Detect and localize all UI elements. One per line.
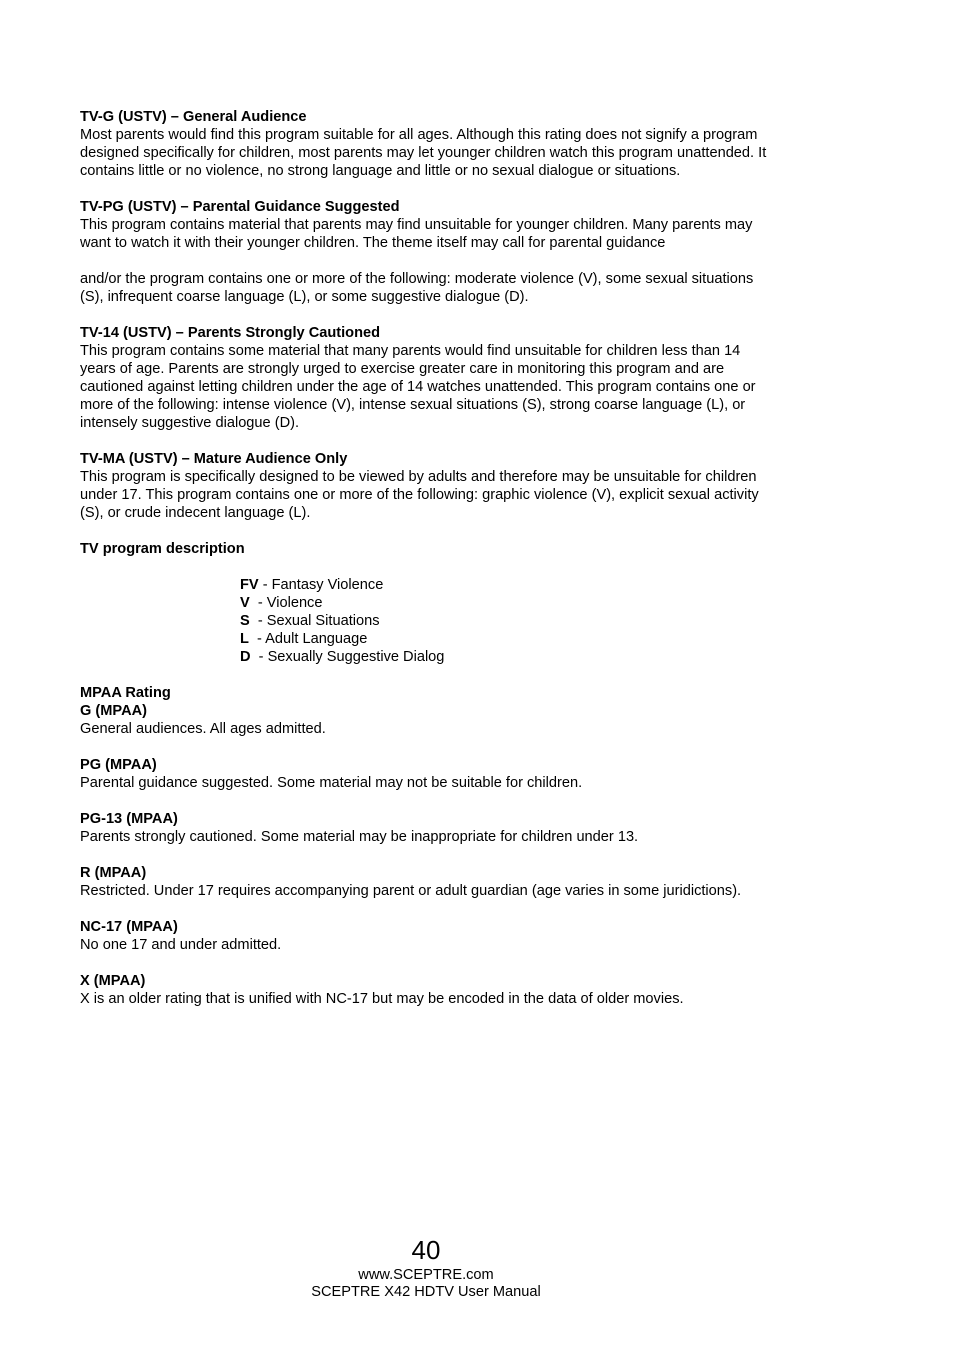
tvma-body: This program is specifically designed to be viewed by adults and therefore may be unsuitable for children under 17. This program contains one or more of the following: graphic violence (V), explicit sexual activity (S), or crude indecent language (L). <box>80 469 759 521</box>
mpaa-pg-heading: PG (MPAA) <box>80 757 157 773</box>
mpaa-nc17-heading: NC-17 (MPAA) <box>80 919 178 935</box>
desc-code: L <box>240 631 249 647</box>
desc-code: S <box>240 613 250 629</box>
page-content <box>80 108 780 1026</box>
mpaa-g-heading: G (MPAA) <box>80 703 148 719</box>
desc-code: FV <box>240 577 259 593</box>
mpaa-pg13-heading: PG-13 (MPAA) <box>80 811 178 827</box>
program-description-section <box>80 540 780 666</box>
tvpg-heading: TV-PG (USTV) – Parental Guidance Suggested <box>80 199 400 215</box>
desc-text: - Violence <box>249 595 323 611</box>
tvg-body: Most parents would find this program suitable for all ages. Although this rating does not signify a program designed specifically for children, most parents may let younger children watch this program unattended. It contains little or no violence, no strong language and little or no sexual dialogue or situations. <box>80 127 767 179</box>
desc-text: - Fantasy Violence <box>258 577 384 593</box>
list-item <box>240 648 780 666</box>
mpaa-r-section <box>80 864 780 900</box>
tvpg-body-1: This program contains material that parents may find unsuitable for younger children. Many parents may want to watch it with their younger children. The theme itself may call for parental guidance <box>80 217 753 251</box>
tvg-heading: TV-G (USTV) – General Audience <box>80 109 307 125</box>
mpaa-r-heading: R (MPAA) <box>80 865 147 881</box>
tv14-section <box>80 324 780 432</box>
desc-text: - Sexually Suggestive Dialog <box>250 649 445 665</box>
mpaa-heading: MPAA Rating <box>80 685 171 701</box>
desc-text: - Sexual Situations <box>249 613 380 629</box>
mpaa-r-body: Restricted. Under 17 requires accompanying parent or adult guardian (age varies in some juridictions). <box>80 883 742 899</box>
list-item <box>240 576 780 594</box>
footer-website: www.SCEPTRE.com <box>358 1267 494 1283</box>
desc-code: D <box>240 649 251 665</box>
list-item <box>240 594 780 612</box>
list-item <box>240 630 780 648</box>
mpaa-nc17-section <box>80 918 780 954</box>
footer-manual-title: SCEPTRE X42 HDTV User Manual <box>311 1284 541 1300</box>
mpaa-g-body: General audiences. All ages admitted. <box>80 721 326 737</box>
page-number: 40 <box>411 1235 441 1265</box>
mpaa-pg-body: Parental guidance suggested. Some material may not be suitable for children. <box>80 775 583 791</box>
tvma-section <box>80 450 780 522</box>
mpaa-nc17-body: No one 17 and under admitted. <box>80 937 282 953</box>
mpaa-pg13-body: Parents strongly cautioned. Some material may be inappropriate for children under 13. <box>80 829 639 845</box>
tv14-body: This program contains some material that many parents would find unsuitable for children less than 14 years of age. Parents are strongly urged to exercise greater care in monitoring this program and are cautioned against letting children under the age of 14 watches unattended. This program contains one or more of the following: intense violence (V), intense sexual situations (S), strong coarse language (L), or intensely suggestive dialogue (D). <box>80 343 756 431</box>
program-description-list <box>240 576 780 666</box>
mpaa-x-heading: X (MPAA) <box>80 973 146 989</box>
tv14-heading: TV-14 (USTV) – Parents Strongly Cautioned <box>80 325 381 341</box>
mpaa-x-body: X is an older rating that is unified with NC-17 but may be encoded in the data of older movies. <box>80 991 684 1007</box>
tvpg-section <box>80 198 780 306</box>
program-description-heading: TV program description <box>80 541 245 557</box>
mpaa-g-section <box>80 684 780 738</box>
tvg-section <box>80 108 780 180</box>
mpaa-pg-section <box>80 756 780 792</box>
mpaa-pg13-section <box>80 810 780 846</box>
tvpg-body-2: and/or the program contains one or more of the following: moderate violence (V), some sexual situations (S), infrequent coarse language (L), or some suggestive dialogue (D). <box>80 271 754 305</box>
desc-code: V <box>240 595 250 611</box>
desc-text: - Adult Language <box>248 631 368 647</box>
tvma-heading: TV-MA (USTV) – Mature Audience Only <box>80 451 348 467</box>
list-item <box>240 612 780 630</box>
mpaa-x-section <box>80 972 780 1008</box>
